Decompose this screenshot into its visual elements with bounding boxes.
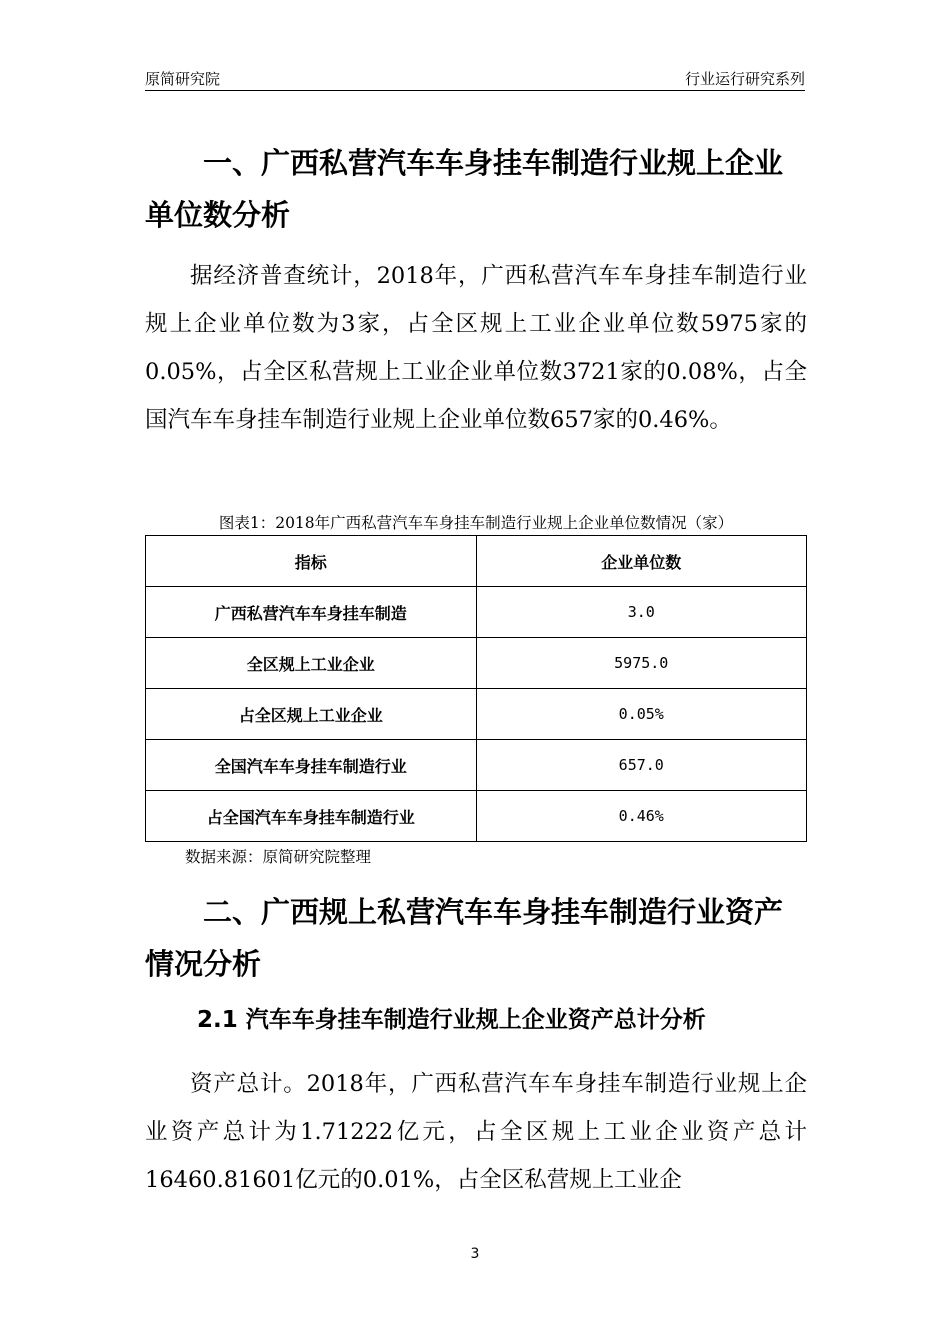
section2-title: 二、广西规上私营汽车车身挂车制造行业资产情况分析 (145, 895, 784, 981)
table-cell-label: 占全区规上工业企业 (146, 689, 477, 740)
table-cell-label: 占全国汽车车身挂车制造行业 (146, 791, 477, 842)
table-header-cell: 企业单位数 (476, 536, 807, 587)
page-number: 3 (470, 1246, 480, 1262)
table1-source: 数据来源：原简研究院整理 (185, 848, 372, 866)
table-cell-value: 3.0 (476, 587, 807, 638)
table-row (146, 791, 807, 842)
section2-paragraph: 资产总计。2018年，广西私营汽车车身挂车制造行业规上企业资产总计为1.71222亿元，占全区规上工业企业资产总计16460.81601亿元的0.01%，占全区私营规上工业企 (145, 1071, 807, 1193)
table-cell-value: 0.05% (476, 689, 807, 740)
table-cell-value: 657.0 (476, 740, 807, 791)
table-cell-value: 0.46% (476, 791, 807, 842)
table1-caption: 图表1：2018年广西私营汽车车身挂车制造行业规上企业单位数情况（家） (218, 514, 734, 532)
section1-paragraph: 据经济普查统计，2018年，广西私营汽车车身挂车制造行业规上企业单位数为3家，占全区规上工业企业单位数5975家的0.05%，占全区私营规上工业企业单位数3721家的0.08%，占全国汽车车身挂车制造行业规上企业单位数657家的0.46%。 (145, 263, 807, 433)
table-header-row (146, 536, 807, 587)
table-cell-value: 5975.0 (476, 638, 807, 689)
table-row (146, 740, 807, 791)
header-org-name: 原简研究院 (145, 70, 221, 88)
unit-count-table (145, 535, 807, 842)
table-row (146, 638, 807, 689)
section2-subtitle: 2.1 汽车车身挂车制造行业规上企业资产总计分析 (197, 1007, 706, 1033)
table-cell-label: 全区规上工业企业 (146, 638, 477, 689)
table-cell-label: 广西私营汽车车身挂车制造 (146, 587, 477, 638)
table-row (146, 689, 807, 740)
table-cell-label: 全国汽车车身挂车制造行业 (146, 740, 477, 791)
table-header-cell: 指标 (146, 536, 477, 587)
table-row (146, 587, 807, 638)
page-header (145, 64, 805, 91)
section1-title: 一、广西私营汽车车身挂车制造行业规上企业单位数分析 (145, 146, 784, 232)
header-series-name: 行业运行研究系列 (684, 70, 805, 88)
